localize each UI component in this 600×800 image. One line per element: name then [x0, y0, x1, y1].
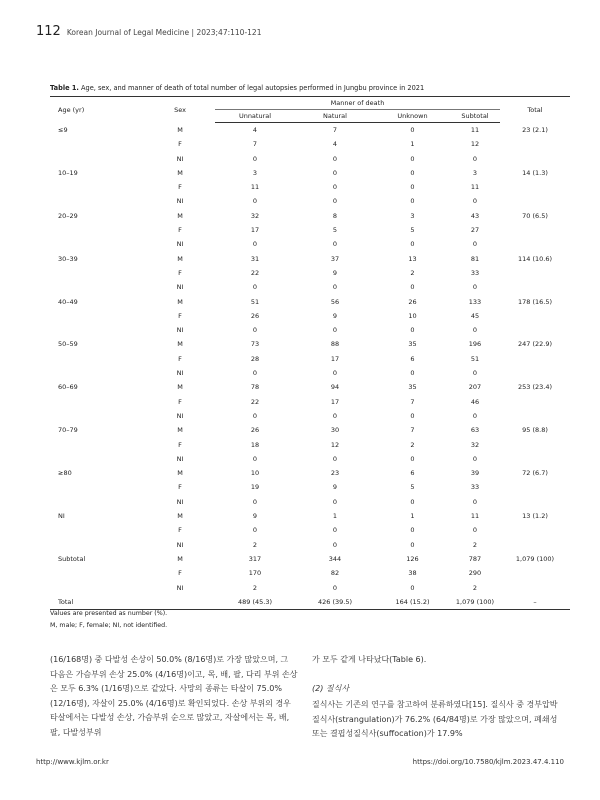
cell-total [500, 352, 570, 366]
cell-unknown: 0 [410, 126, 415, 134]
cell-natural: 88 [330, 340, 340, 349]
cell-age [50, 152, 145, 166]
cell-subtotal: 133 [468, 297, 482, 306]
data-table [50, 96, 570, 610]
cell-subtotal: 0 [472, 411, 478, 420]
table-row [50, 152, 570, 166]
cell-natural: 4 [332, 140, 338, 149]
cell-subtotal: 27 [470, 226, 480, 235]
cell-unnatural: 0 [252, 411, 258, 420]
cell-age [50, 538, 145, 552]
cell-age [50, 566, 145, 580]
cell-unnatural: 0 [252, 526, 258, 535]
body-right-column [312, 653, 560, 742]
cell-subtotal: 0 [472, 369, 478, 378]
cell-unknown: 0 [410, 197, 415, 206]
cell-sex: F [178, 226, 182, 235]
cell-unnatural: 51 [250, 297, 260, 306]
cell-total [500, 566, 570, 580]
cell-sex: F [178, 397, 182, 406]
cell-sex: M [177, 297, 183, 306]
cell-subtotal: 11 [470, 183, 480, 192]
cell-age [50, 495, 145, 509]
cell-subtotal: 39 [470, 469, 480, 478]
header-total: Total [500, 97, 570, 123]
table-row [50, 509, 570, 523]
cell-unknown: 0 [410, 326, 415, 335]
cell-subtotal: 2 [472, 583, 478, 592]
cell-sex: F [178, 268, 182, 277]
cell-subtotal: 33 [470, 483, 480, 492]
cell-sex: NI [176, 197, 184, 206]
cell-age [50, 480, 145, 494]
cell-unnatural: 26 [250, 311, 260, 320]
cell-total: 1,079 (100) [515, 554, 555, 563]
cell-natural: 23 [330, 469, 340, 478]
table-row [50, 452, 570, 466]
cell-sex: NI [176, 583, 184, 592]
cell-age [50, 452, 145, 466]
table-row [50, 523, 570, 537]
cell-subtotal: 11 [470, 126, 480, 134]
cell-sex: NI [176, 283, 184, 292]
cell-unnatural: 11 [250, 183, 260, 192]
cell-age: Total [50, 595, 145, 610]
cell-subtotal: 0 [472, 197, 478, 206]
cell-subtotal: 32 [470, 440, 480, 449]
cell-natural: 0 [332, 526, 338, 535]
table-row [50, 466, 570, 480]
cell-sex: F [178, 483, 182, 492]
cell-total [500, 280, 570, 294]
cell-natural: 9 [332, 483, 338, 492]
cell-subtotal: 0 [472, 497, 478, 506]
cell-unnatural: 2 [252, 583, 258, 592]
cell-natural: 0 [332, 240, 338, 249]
cell-age [50, 266, 145, 280]
cell-unknown: 1 [410, 140, 415, 149]
cell-unnatural: 31 [250, 254, 260, 263]
cell-unnatural: 78 [250, 383, 260, 392]
header-age: Age (yr) [50, 97, 145, 123]
cell-total [500, 152, 570, 166]
cell-subtotal: 787 [468, 554, 482, 563]
table-row [50, 480, 570, 494]
cell-total [500, 523, 570, 537]
cell-age: Subtotal [58, 554, 86, 563]
cell-unknown: 1 [410, 512, 415, 521]
cell-age [50, 137, 145, 151]
cell-unnatural: 170 [248, 569, 262, 578]
cell-unknown: 0 [410, 540, 415, 549]
table-row [50, 252, 570, 266]
cell-total [500, 395, 570, 409]
section-heading: (2) 질식사 [312, 683, 350, 693]
cell-unnatural: 28 [250, 354, 260, 363]
cell-natural: 344 [328, 554, 342, 563]
cell-total [500, 438, 570, 452]
cell-age [50, 280, 145, 294]
cell-unknown: 7 [410, 397, 415, 406]
cell-age: 40–49 [58, 297, 78, 306]
cell-total: 13 (1.2) [522, 512, 548, 521]
cell-total: 178 (16.5) [517, 297, 553, 306]
cell-unnatural: 22 [250, 268, 260, 277]
cell-age [50, 438, 145, 452]
table-row [50, 395, 570, 409]
cell-natural: 30 [330, 426, 340, 435]
cell-sex: NI [176, 540, 184, 549]
cell-subtotal: 1,079 (100) [450, 595, 500, 610]
cell-total: 247 (22.9) [517, 340, 553, 349]
cell-age [50, 523, 145, 537]
cell-age: 30–39 [58, 254, 78, 263]
table-row [50, 366, 570, 380]
cell-age [50, 194, 145, 208]
cell-subtotal: 0 [472, 154, 478, 163]
cell-sex: NI [176, 154, 184, 163]
table-row [50, 380, 570, 394]
cell-sex: F [178, 354, 182, 363]
cell-age [50, 309, 145, 323]
cell-total [500, 309, 570, 323]
header-unknown: Unknown [375, 110, 450, 123]
cell-unnatural: 17 [250, 226, 260, 235]
cell-sex: M [177, 469, 183, 478]
cell-unknown: 0 [410, 154, 415, 163]
table-caption [50, 84, 570, 92]
table-row [50, 352, 570, 366]
header-sex: Sex [145, 97, 215, 123]
cell-total: 95 (8.8) [522, 426, 548, 435]
cell-natural: 0 [332, 183, 338, 192]
table-body [50, 123, 570, 610]
cell-subtotal: 63 [470, 426, 480, 435]
cell-unknown: 0 [410, 283, 415, 292]
table-row [50, 566, 570, 580]
journal-info: Korean Journal of Legal Medicine | 2023;47:110-121 [66, 28, 262, 37]
cell-unnatural: 22 [250, 397, 260, 406]
cell-natural: 5 [332, 226, 338, 235]
table-row [50, 438, 570, 452]
cell-subtotal: 45 [470, 311, 480, 320]
cell-total: 72 (6.7) [522, 469, 548, 478]
cell-unknown: 10 [408, 311, 417, 320]
cell-sex: M [177, 211, 183, 220]
cell-natural: 0 [332, 540, 338, 549]
cell-total [500, 137, 570, 151]
cell-sex: M [177, 426, 183, 435]
cell-subtotal: 46 [470, 397, 480, 406]
cell-unknown: 35 [408, 383, 417, 392]
cell-natural: 0 [332, 326, 338, 335]
cell-sex: F [178, 440, 182, 449]
cell-natural: 7 [332, 126, 338, 134]
cell-natural: 82 [330, 569, 340, 578]
table-footnotes [50, 608, 167, 632]
cell-sex: F [178, 183, 182, 192]
cell-unknown: 0 [410, 497, 415, 506]
cell-unknown: 7 [410, 426, 415, 435]
cell-age [50, 409, 145, 423]
cell-age: ≤9 [58, 125, 68, 134]
cell-total [500, 180, 570, 194]
cell-sex: NI [176, 454, 184, 463]
table-row [50, 337, 570, 351]
table-caption-label: Table 1. [50, 84, 79, 92]
cell-unknown: 2 [410, 440, 415, 449]
cell-unnatural: 32 [250, 211, 260, 220]
cell-natural: 9 [332, 311, 338, 320]
cell-total [500, 480, 570, 494]
cell-age: 70–79 [58, 426, 78, 435]
cell-subtotal: 0 [472, 326, 478, 335]
cell-subtotal: 0 [472, 283, 478, 292]
cell-subtotal: 33 [470, 268, 480, 277]
cell-natural: 9 [332, 268, 338, 277]
table-row [50, 237, 570, 251]
cell-natural: 0 [332, 411, 338, 420]
cell-age [50, 223, 145, 237]
cell-sex: M [177, 340, 183, 349]
table-row [50, 166, 570, 180]
cell-unknown: 38 [408, 569, 417, 578]
cell-age: 50–59 [58, 340, 78, 349]
cell-subtotal: 290 [468, 569, 482, 578]
cell-subtotal: 0 [472, 526, 478, 535]
cell-unknown: 164 (15.2) [375, 595, 450, 610]
cell-unnatural: 4 [252, 126, 258, 134]
table-row [50, 137, 570, 151]
cell-unnatural: 0 [252, 454, 258, 463]
cell-unknown: 13 [408, 254, 417, 263]
footnote-values: Values are presented as number (%). [50, 610, 168, 617]
cell-subtotal: 207 [468, 383, 482, 392]
cell-age: 10–19 [58, 168, 78, 177]
cell-sex: F [178, 526, 182, 535]
cell-subtotal: 0 [472, 454, 478, 463]
footer-doi[interactable]: https://doi.org/10.7580/kjlm.2023.47.4.110 [412, 758, 564, 766]
table-row [50, 409, 570, 423]
cell-unknown: 0 [410, 454, 415, 463]
table-row [50, 223, 570, 237]
table-row [50, 180, 570, 194]
header-unnatural: Unnatural [215, 110, 295, 123]
cell-natural: 56 [330, 297, 340, 306]
cell-sex: M [177, 168, 183, 177]
cell-subtotal: 11 [470, 512, 480, 521]
cell-subtotal: 2 [472, 540, 478, 549]
cell-age [50, 352, 145, 366]
cell-age [50, 395, 145, 409]
cell-natural: 426 (39.5) [295, 595, 375, 610]
cell-total [500, 409, 570, 423]
cell-natural: 0 [332, 454, 338, 463]
cell-natural: 0 [332, 497, 338, 506]
cell-unnatural: 3 [252, 168, 258, 177]
cell-sex: M [177, 512, 183, 521]
cell-total [500, 194, 570, 208]
cell-age [50, 581, 145, 595]
cell-unknown: 0 [410, 526, 415, 535]
body-left-column [50, 653, 298, 741]
table-row [50, 581, 570, 595]
cell-natural: 0 [332, 168, 338, 177]
cell-unknown: 0 [410, 183, 415, 192]
cell-total [500, 581, 570, 595]
cell-sex: M [177, 383, 183, 392]
cell-natural: 37 [330, 254, 340, 263]
cell-total: 70 (6.5) [522, 211, 548, 220]
cell-unknown: 5 [410, 483, 415, 492]
cell-sex: NI [176, 240, 184, 249]
cell-total: – [500, 595, 570, 610]
table-row [50, 266, 570, 280]
cell-natural: 8 [332, 211, 338, 220]
cell-unnatural: 0 [252, 154, 258, 163]
left-paragraph: (16/168명) 중 다발성 손상이 50.0% (8/16명)로 가장 많았으며, 그 다음은 가슴부위 손상 25.0% (4/16명)이고, 목, 배, 팔, 다리 부위 손상은 모두 6.3% (1/16명)으로 같았다. 사망의 종류는 타살이 75.0% (12/16명), 자살이 25.0% (4/16명)로 확인되었다. 손상 부위의 경우 타살에서는 다발성 손상, 가슴부위 순으로 많았고, 자살에서는 목, 배, 팔, 다발성부위 [50, 655, 298, 737]
cell-sex: NI [176, 326, 184, 335]
cell-natural: 17 [330, 397, 340, 406]
cell-natural: 17 [330, 354, 340, 363]
cell-subtotal: 51 [470, 354, 480, 363]
right-paragraph: 질식사는 기존의 연구를 참고하여 분류하였다[15]. 질식사 중 경부압박질식사(strangulation)가 76.2% (64/84명)로 가장 많았으며, 폐쇄성 또는 결핍성질식사(suffocation)가 17.9% [312, 700, 558, 739]
header-subtotal: Subtotal [450, 110, 500, 123]
header-manner-of-death: Manner of death [215, 97, 500, 110]
cell-subtotal: 0 [472, 240, 478, 249]
cell-age: 20–29 [58, 211, 78, 220]
cell-total [500, 538, 570, 552]
cell-unknown: 0 [410, 411, 415, 420]
cell-unnatural: 10 [250, 469, 260, 478]
cell-sex: F [178, 311, 182, 320]
cell-unknown: 5 [410, 226, 415, 235]
cell-total [500, 323, 570, 337]
cell-natural: 0 [332, 369, 338, 378]
cell-unnatural: 26 [250, 426, 260, 435]
cell-subtotal: 196 [468, 340, 482, 349]
cell-sex: F [178, 569, 182, 578]
cell-age [50, 366, 145, 380]
cell-natural: 0 [332, 154, 338, 163]
cell-unknown: 0 [410, 240, 415, 249]
cell-total: 114 (10.6) [517, 254, 553, 263]
table-row [50, 280, 570, 294]
table-row [50, 323, 570, 337]
cell-total [500, 366, 570, 380]
cell-age [50, 237, 145, 251]
page-header [36, 24, 261, 39]
cell-age: NI [58, 512, 65, 521]
cell-total [500, 237, 570, 251]
cell-total [500, 223, 570, 237]
cell-subtotal: 43 [470, 211, 480, 220]
table-row [50, 495, 570, 509]
cell-unknown: 26 [408, 297, 417, 306]
cell-sex: NI [176, 411, 184, 420]
table-row [50, 209, 570, 223]
cell-unnatural: 9 [252, 512, 258, 521]
header-row-1 [50, 97, 570, 110]
cell-unnatural: 0 [252, 240, 258, 249]
cell-unknown: 126 [406, 554, 419, 563]
cell-natural: 94 [330, 383, 340, 392]
cell-age [50, 323, 145, 337]
footer-url[interactable]: http://www.kjlm.or.kr [36, 758, 109, 766]
cell-sex: F [178, 140, 182, 149]
cell-sex: NI [176, 369, 184, 378]
cell-subtotal: 3 [472, 168, 478, 177]
right-line: 가 모두 같게 나타났다(Table 6). [312, 655, 427, 664]
cell-age [50, 180, 145, 194]
cell-unknown: 3 [410, 211, 415, 220]
cell-natural: 0 [332, 583, 338, 592]
table-caption-text: Age, sex, and manner of death of total number of legal autopsies performed in Jungbu province in 2021 [81, 84, 425, 92]
cell-unknown: 0 [410, 168, 415, 177]
cell-total: 23 (2.1) [522, 125, 548, 134]
table-row [50, 194, 570, 208]
cell-unnatural: 0 [252, 326, 258, 335]
cell-total: 14 (1.3) [522, 168, 548, 177]
cell-unnatural: 7 [252, 140, 258, 149]
cell-total [500, 452, 570, 466]
cell-sex: M [177, 125, 183, 134]
page-number: 112 [36, 24, 61, 39]
cell-total [500, 495, 570, 509]
table-row [50, 309, 570, 323]
cell-unknown: 0 [410, 369, 415, 378]
cell-age: 60–69 [58, 383, 78, 392]
cell-total: 253 (23.4) [517, 383, 553, 392]
footnote-abbreviations: M, male; F, female; NI, not identified. [50, 622, 168, 629]
table-row [50, 123, 570, 138]
cell-unnatural: 317 [248, 554, 262, 563]
cell-sex: NI [176, 497, 184, 506]
cell-unnatural: 73 [250, 340, 260, 349]
table-row [50, 295, 570, 309]
cell-unnatural: 18 [250, 440, 260, 449]
cell-natural: 12 [330, 440, 340, 449]
cell-unnatural: 489 (45.3) [215, 595, 295, 610]
cell-unnatural: 0 [252, 197, 258, 206]
cell-subtotal: 12 [470, 140, 480, 149]
cell-sex: M [177, 554, 183, 563]
table-row [50, 423, 570, 437]
cell-unknown: 2 [410, 268, 415, 277]
table-row [50, 538, 570, 552]
cell-unnatural: 0 [252, 497, 258, 506]
cell-natural: 0 [332, 197, 338, 206]
cell-unnatural: 2 [252, 540, 258, 549]
cell-unnatural: 0 [252, 369, 258, 378]
cell-age: ≥80 [58, 469, 72, 478]
cell-subtotal: 81 [470, 254, 480, 263]
cell-unnatural: 0 [252, 283, 258, 292]
cell-natural: 1 [332, 512, 338, 521]
header-natural: Natural [295, 110, 375, 123]
cell-natural: 0 [332, 283, 338, 292]
cell-unknown: 6 [410, 469, 415, 478]
cell-unnatural: 19 [250, 483, 260, 492]
cell-unknown: 0 [410, 583, 415, 592]
cell-unknown: 35 [408, 340, 417, 349]
cell-sex: M [177, 254, 183, 263]
cell-unknown: 6 [410, 354, 415, 363]
cell-total [500, 266, 570, 280]
table-row [50, 552, 570, 566]
